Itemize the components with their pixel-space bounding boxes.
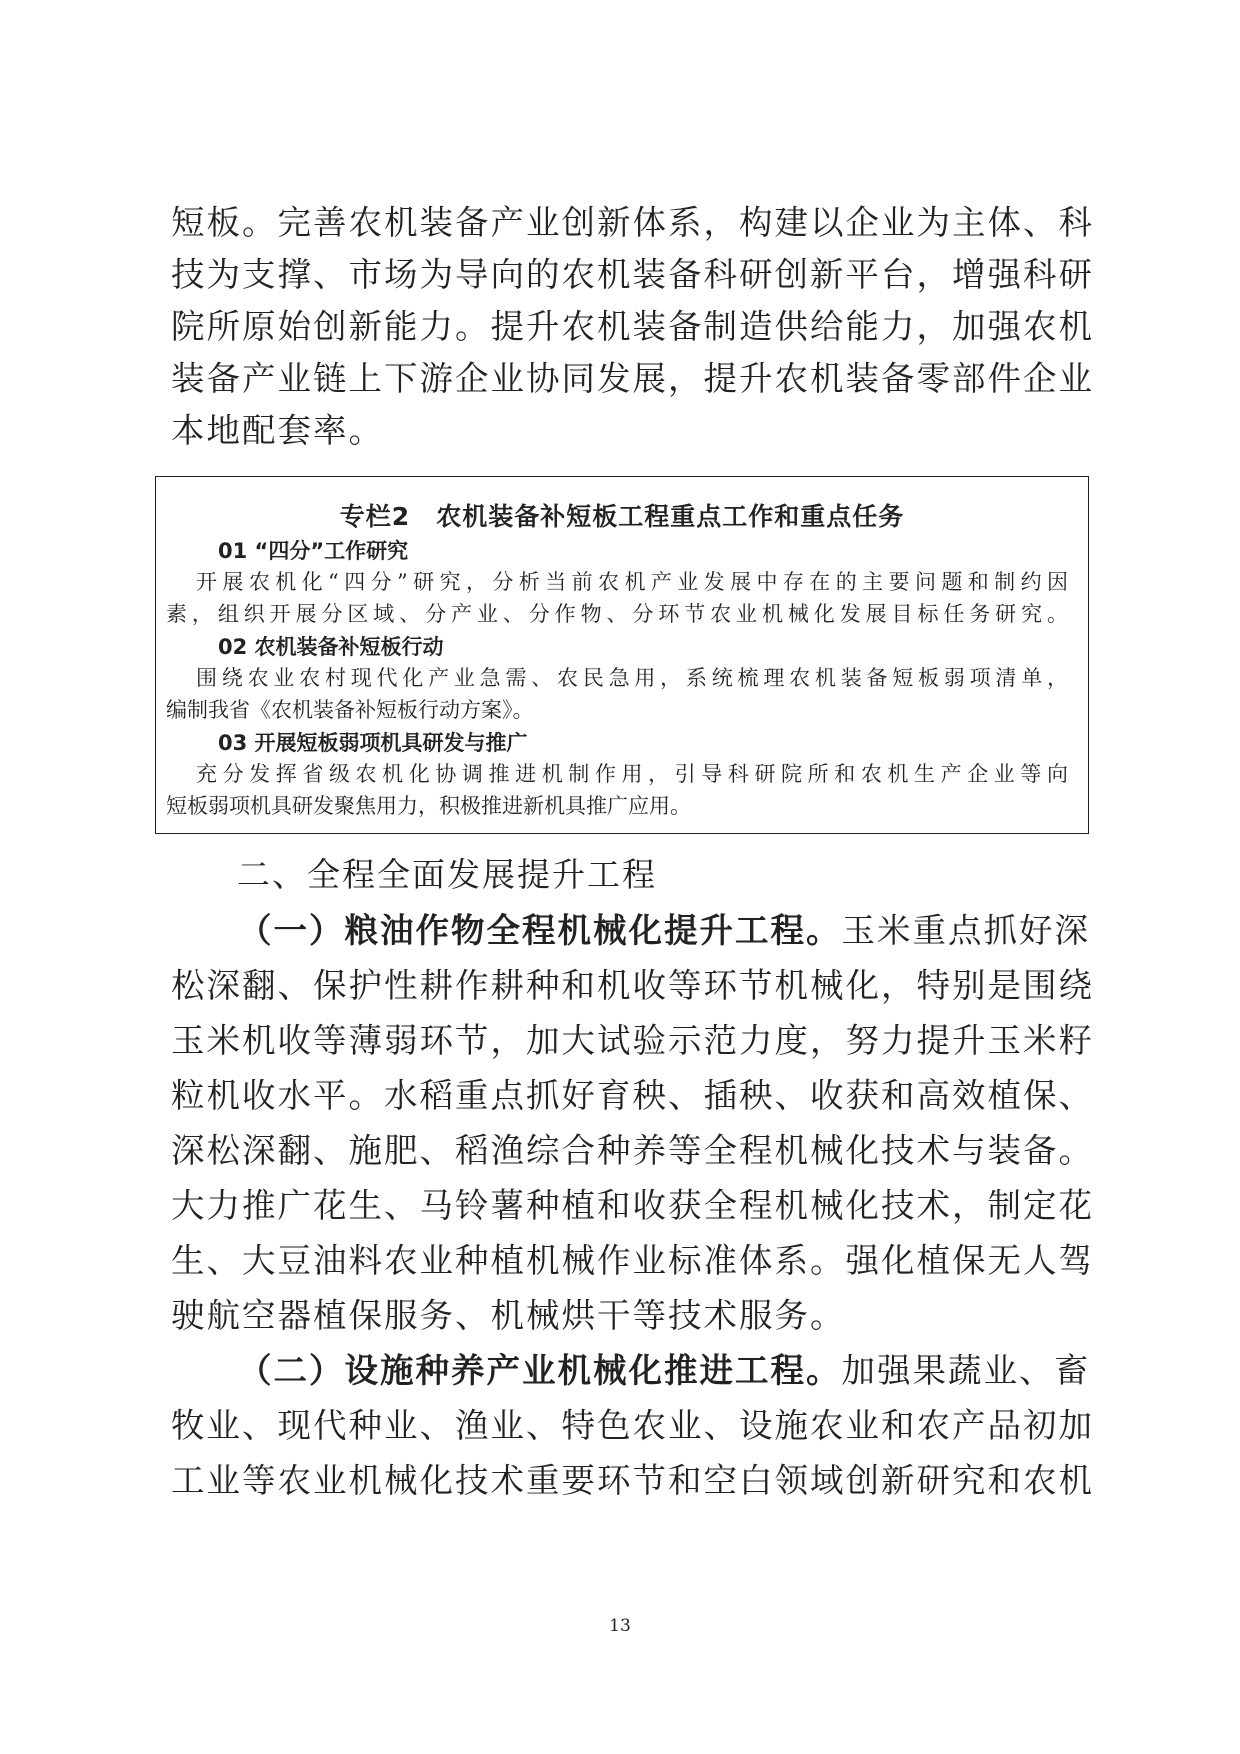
body-text-line: 驶航空器植保服务、机械烘干等技术服务。 [171, 1296, 846, 1335]
body-text-line: 本地配套率。 [171, 411, 384, 450]
body-text-line: 院所原始创新能力。提升农机装备制造供给能力，加强农机 [171, 307, 1094, 346]
box-item-text: 素，组织开展分区域、分产业、分作物、分环节农业机械化发展目标任务研究。 [166, 602, 1068, 626]
box-item-text: 开展农机化“四分”研究，分析当前农机产业发展中存在的主要问题和制约因 [196, 570, 1068, 594]
body-text-line: 生、大豆油料农业种植机械作业标准体系。强化植保无人驾 [171, 1241, 1094, 1280]
subsection-first-line [238, 1345, 1090, 1397]
feature-box-title: 专栏2 农机装备补短板工程重点工作和重点任务 [339, 502, 905, 531]
body-text-line: 玉米机收等薄弱环节，加大试验示范力度，努力提升玉米籽 [171, 1021, 1094, 1060]
body-text-line: 装备产业链上下游企业协同发展，提升农机装备零部件企业 [171, 359, 1094, 398]
box-item-text: 短板弱项机具研发聚焦用力，积极推进新机具推广应用。 [166, 794, 691, 818]
subsection-first-line [238, 905, 1090, 957]
body-text-line: 短板。完善农机装备产业创新体系，构建以企业为主体、科 [171, 203, 1094, 242]
body-text-line: 深松深翻、施肥、稻渔综合种养等全程机械化技术与装备。 [171, 1131, 1094, 1170]
subsection-title: （一）粮油作物全程机械化提升工程。 [238, 911, 842, 950]
box-item-text: 充分发挥省级农机化协调推进机制作用，引导科研院所和农机生产企业等向 [196, 762, 1068, 786]
body-text-line: 松深翻、保护性耕作耕种和机收等环节机械化，特别是围绕 [171, 966, 1094, 1005]
body-text-line: 粒机收水平。水稻重点抓好育秧、插秧、收获和高效植保、 [171, 1076, 1094, 1115]
box-item-heading: 02 农机装备补短板行动 [218, 635, 444, 659]
box-item-heading: 03 开展短板弱项机具研发与推广 [218, 731, 528, 755]
section-heading: 二、全程全面发展提升工程 [237, 855, 657, 894]
box-item-text: 编制我省《农机装备补短板行动方案》。 [166, 698, 534, 722]
body-text-line: 技为支撑、市场为导向的农机装备科研创新平台，增强科研 [171, 255, 1094, 294]
subsection-text: 加强果蔬业、畜 [841, 1351, 1090, 1390]
box-item-heading: 01 “四分”工作研究 [218, 539, 409, 563]
body-text-line: 牧业、现代种业、渔业、特色农业、设施农业和农产品初加 [171, 1406, 1094, 1445]
body-text-line: 工业等农业机械化技术重要环节和空白领域创新研究和农机 [171, 1461, 1094, 1500]
subsection-title: （二）设施种养产业机械化推进工程。 [238, 1351, 842, 1390]
box-item-text: 围绕农业农村现代化产业急需、农民急用，系统梳理农机装备短板弱项清单， [196, 666, 1068, 690]
feature-box [155, 476, 1089, 834]
page-number: 13 [609, 1616, 631, 1636]
subsection-text: 玉米重点抓好深 [841, 911, 1090, 950]
body-text-line: 大力推广花生、马铃薯种植和收获全程机械化技术，制定花 [171, 1186, 1094, 1225]
